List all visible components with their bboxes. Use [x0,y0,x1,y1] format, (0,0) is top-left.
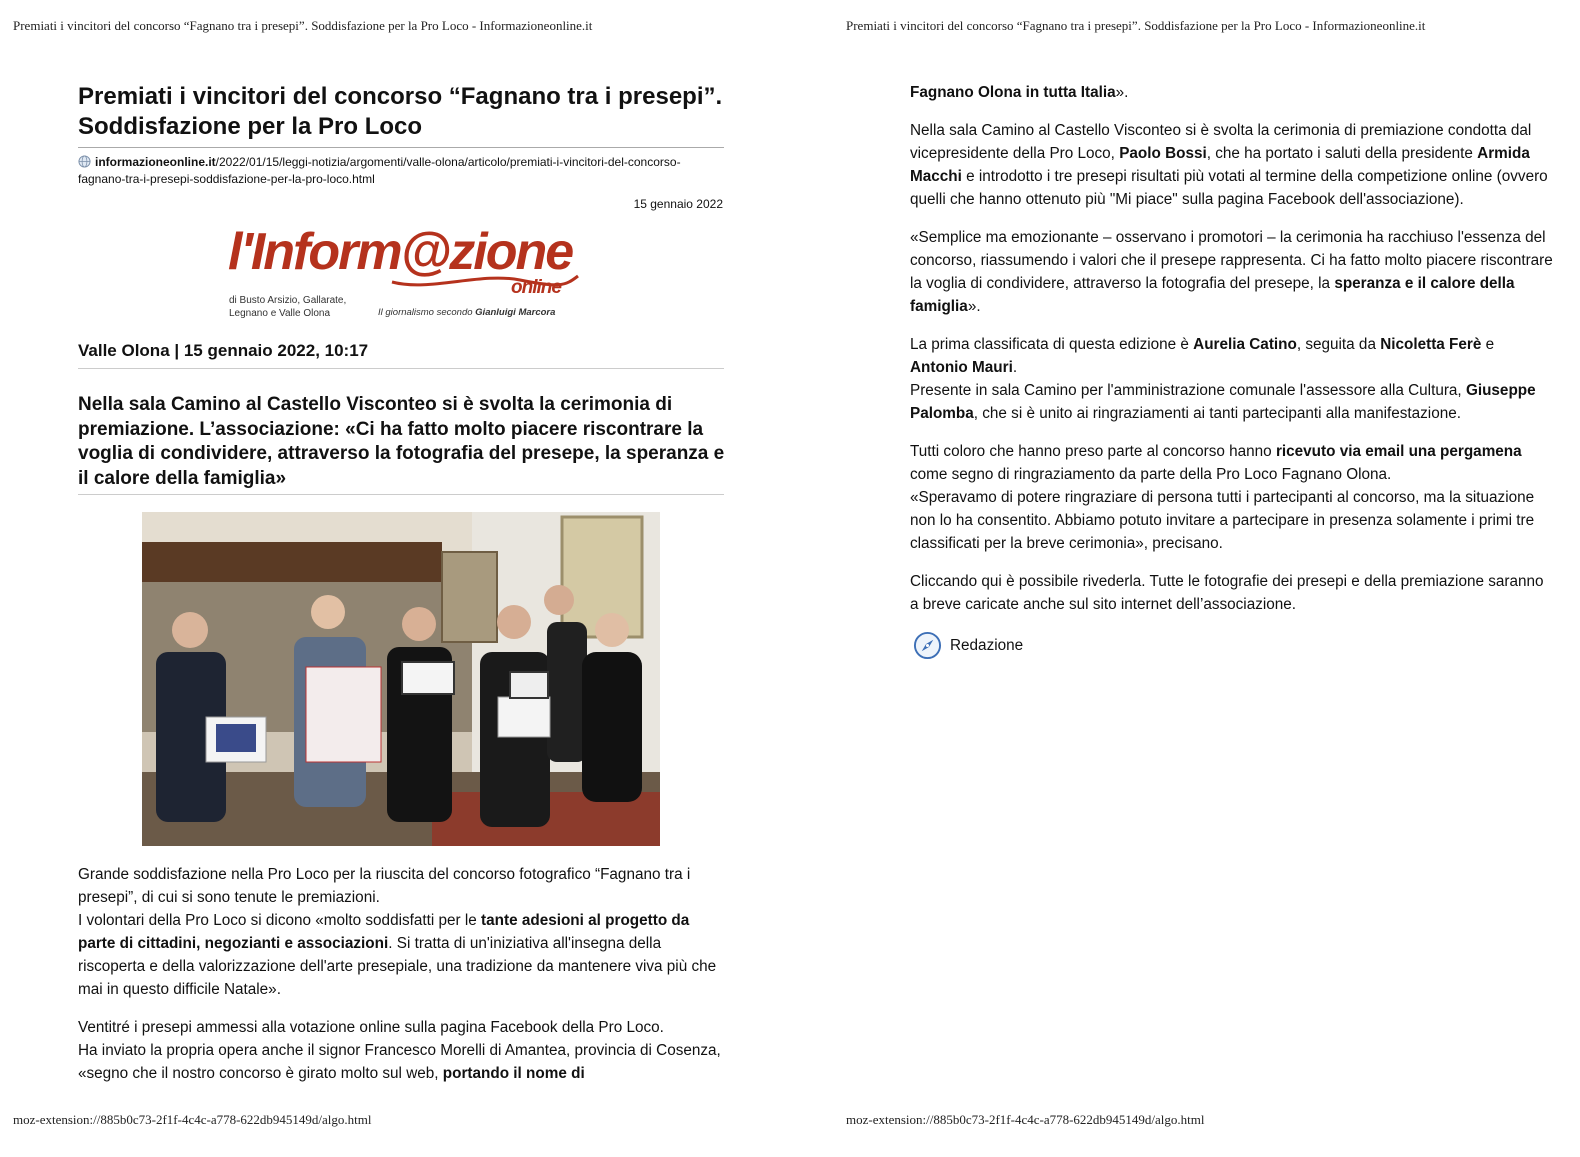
source-url[interactable] [78,154,718,188]
logo-online: online [511,277,561,298]
print-footer: moz-extension://885b0c73-2f1f-4c4c-a778-622db945149d/algo.html [13,1112,372,1127]
paragraph-3: Nella sala Camino al Castello Visconteo si è svolta la cerimonia di premiazione condotta dal vicepresidente della Pro Loco, Paolo Bossi, che ha portato i saluti della presidente Armida Macchi e introdotto i tre presepi risultati più votati al termine della competizione online (ovvero quelli che hanno ottenuto più "Mi piace" sulla pagina Facebook dell'associazione). [910,122,1548,208]
globe-icon [78,155,91,168]
person-name: Aurelia Catino [1193,336,1297,353]
author-byline[interactable] [910,631,1555,660]
paragraph-1: Grande soddisfazione nella Pro Loco per la riuscita del concorso fotografico “Fagnano tra i presepi”, di cui si sono tenute le premiazioni. I volontari della Pro Loco si dicono «molto soddisfatti per le tante adesioni al progetto da parte di cittadini, negozianti e associazioni. Si tratta di un'iniziativa all'insegna della riscoperta e della valorizzazione dell'arte presepiale, una tradizione da mantenere viva più che mai in questo difficile Natale». [78,866,717,998]
person-name: Giuseppe Palomba [910,382,1536,422]
print-header: Premiati i vincitori del concorso “Fagnano tra i presepi”. Soddisfazione per la Pro Loco - Informazioneonline.it [13,18,593,33]
paragraph-5: La prima classificata di questa edizione è Aurelia Catino, seguita da Nicoletta Ferè e Antonio Mauri. Presente in sala Camino per l'amministrazione comunale l'assessore alla Cultura, Giuseppe Palomba, che si è unito ai ringraziamenti ai tanti partecipanti alla manifestazione. [910,336,1536,422]
source-path: /2022/01/15/leggi-notizia/argomenti/valle-olona/articolo/premiati-i-vincitori-del-concorso-fagnano-tra-i-presepi-soddisfazione-per-la-pro-loco.html [78,155,681,186]
paragraph-7: Cliccando qui è possibile rivederla. Tutte le fotografie dei presepi e della premiazione saranno a breve caricate anche sul sito internet dell’associazione. [910,573,1544,613]
print-footer: moz-extension://885b0c73-2f1f-4c4c-a778-622db945149d/algo.html [846,1112,1205,1127]
award-ceremony-photo [142,512,660,846]
article-photo [142,512,660,846]
paragraph-6: Tutti coloro che hanno preso parte al concorso hanno ricevuto via email una pergamena come segno di ringraziamento da parte della Pro Loco Fagnano Olona. «Speravamo di potere ringraziare di persona tutti i partecipanti al concorso, ma la situazione non lo ha consentito. Abbiamo potuto invitare a partecipare in presenza solamente i primi tre classificati per la breve cerimonia», precisano. [910,443,1535,552]
logo-tagline-name: Gianluigi Marcora [475,307,556,318]
publish-date: 15 gennaio 2022 [633,197,723,211]
logo-tagline: Il giornalismo secondo Gianluigi Marcora [378,307,556,318]
compass-icon [913,631,942,660]
print-page-2 [833,0,1580,1157]
paragraph-2-continued: Fagnano Olona in tutta Italia». [910,84,1129,101]
emphasis: ricevuto via email una pergamena [1275,443,1522,460]
print-header: Premiati i vincitori del concorso “Fagnano tra i presepi”. Soddisfazione per la Pro Loco - Informazioneonline.it [846,18,1426,33]
article-title: Premiati i vincitori del concorso “Fagnano tra i presepi”. Soddisfazione per la Pro Loco [78,83,723,140]
emphasis: Fagnano Olona in tutta Italia [910,84,1116,101]
logo-subtitle: di Busto Arsizio, Gallarate, Legnano e Valle Olona [229,295,347,319]
person-name: Nicoletta Ferè [1380,336,1482,353]
lead-divider [78,494,724,495]
emphasis: speranza e il calore della famiglia [910,275,1515,315]
person-name: Armida Macchi [910,145,1530,185]
person-name: Paolo Bossi [1119,145,1207,162]
logo-wordmark: l'Inform@zione [228,223,573,281]
emphasis: portando il nome di [442,1065,585,1082]
site-logo[interactable] [228,222,576,322]
dateline-divider [78,368,724,369]
person-name: Antonio Mauri [910,359,1013,376]
paragraph-2: Ventitré i presepi ammessi alla votazione online sulla pagina Facebook della Pro Loco. Ha inviato la propria opera anche il signor Francesco Morelli di Amantea, provincia di Cosenza, «segno che il nostro concorso è girato molto sul web, portando il nome di [78,1019,721,1082]
article-body-part-1 [78,863,728,1100]
author-name: Redazione [950,637,1024,654]
article-lead: Nella sala Camino al Castello Visconteo si è svolta la cerimonia di premiazione. L’associazione: «Ci ha fatto molto piacere riscontrare la voglia di condividere, attraverso la fotografia del presepe, la speranza e il calore della famiglia» [78,394,725,489]
source-domain: informazioneonline.it [95,155,216,169]
title-divider [78,147,724,148]
paragraph-4: «Semplice ma emozionante – osservano i promotori – la cerimonia ha racchiuso l'essenza del concorso, riassumendo i valori che il presepe rappresenta. Ci ha fatto molto piacere riscontrare la voglia di condividere, attraverso la fotografia del presepe, la speranza e il calore della famiglia». [910,229,1553,315]
article-body-part-2 [910,81,1555,660]
emphasis: tante adesioni al progetto da parte di cittadini, negozianti e associazioni [78,912,690,952]
dateline: Valle Olona | 15 gennaio 2022, 10:17 [78,341,369,360]
